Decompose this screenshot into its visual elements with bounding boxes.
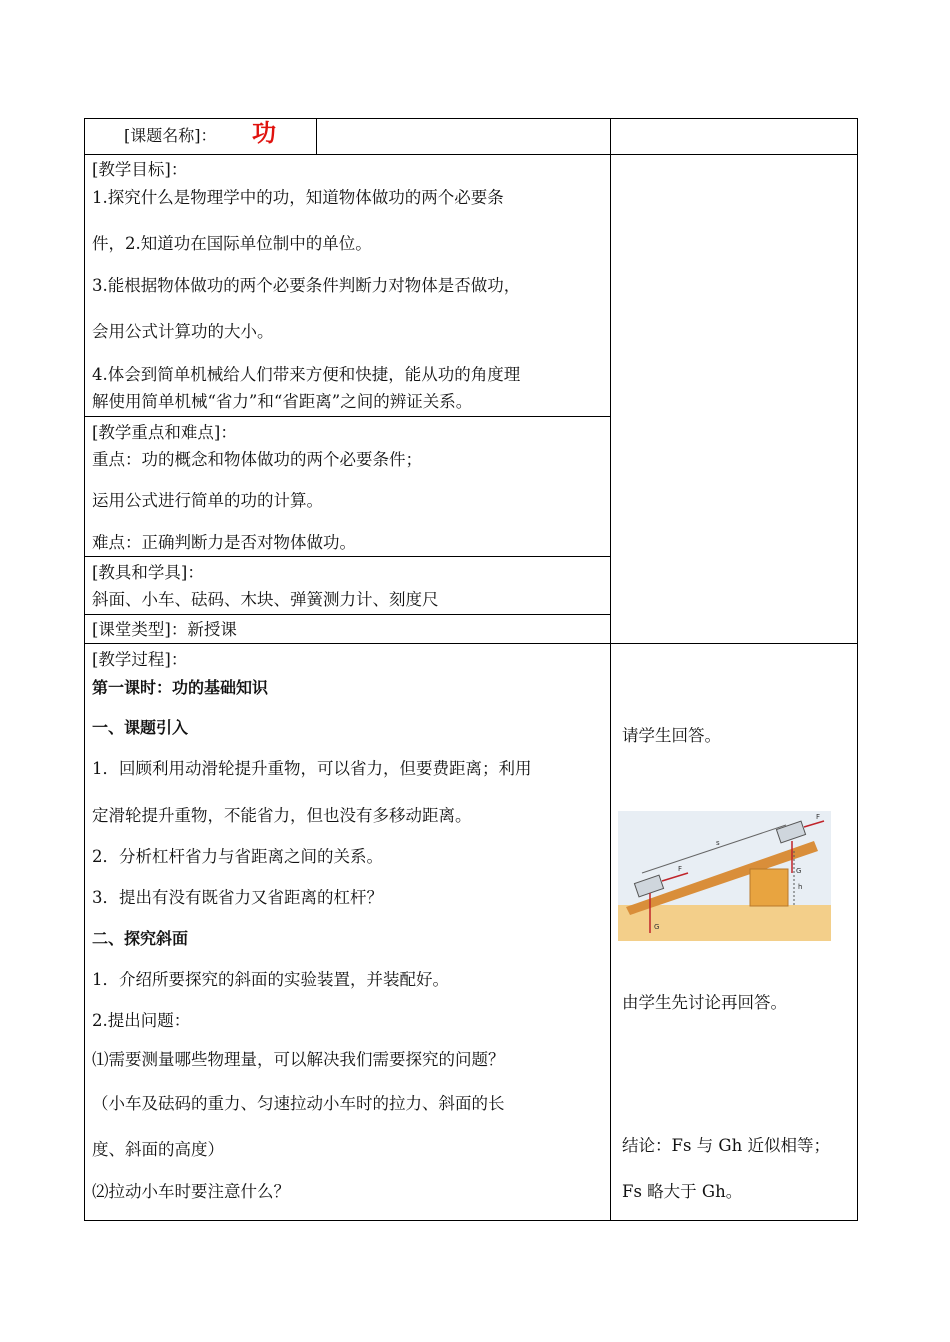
section2-line: （小车及砝码的重力、匀速拉动小车时的拉力、斜面的长 [92,1094,505,1113]
label-G-upper: G [796,867,802,875]
keypoints-heading: [教学重点和难点]： [92,423,237,442]
section1-line: 1．回顾利用动滑轮提升重物，可以省力，但要费距离；利用 [92,759,532,778]
objectives-line: 3.能根据物体做功的两个必要条件判断力对物体是否做功， [92,276,521,295]
label-F-upper: F [816,813,821,821]
row-line-keypoints [84,556,611,557]
section2-line: 1．介绍所要探究的斜面的实验装置，并装配好。 [92,970,449,989]
section1-line: 3．提出有没有既省力又省距离的杠杆？ [92,888,383,907]
session-title: 第一课时：功的基础知识 [92,678,269,697]
process-heading: [教学过程]： [92,650,188,669]
tools-heading: [教具和学具]： [92,563,204,582]
border-top [84,118,858,119]
side-note: Fs 略大于 Gh。 [622,1182,743,1201]
column-divider [610,118,611,1221]
keypoints-line: 重点：功的概念和物体做功的两个必要条件； [92,450,422,469]
label-h: h [798,883,803,891]
title-value: 功 [252,119,276,147]
section1-title: 一、课题引入 [92,718,189,737]
objectives-line: 件，2.知道功在国际单位制中的单位。 [92,234,372,253]
lesson-type: [课堂类型]：新授课 [92,620,237,639]
objectives-line: 1.探究什么是物理学中的功，知道物体做功的两个必要条 [92,188,504,207]
objectives-line: 4.体会到简单机械给人们带来方便和快捷，能从功的角度理 [92,365,521,384]
label-s: s [716,839,720,847]
section2-line: 度、斜面的高度） [92,1140,224,1159]
row-line-header [84,154,858,155]
border-left [84,118,85,1221]
title-label: [课题名称]： [124,126,217,145]
section2-title: 二、探究斜面 [92,929,189,948]
side-note: 由学生先讨论再回答。 [622,993,787,1012]
section1-line: 定滑轮提升重物，不能省力，但也没有多移动距离。 [92,806,472,825]
section2-line: ⑵拉动小车时要注意什么？ [92,1182,290,1201]
tools-content: 斜面、小车、砝码、木块、弹簧测力计、刻度尺 [92,590,439,609]
objectives-heading: [教学目标]： [92,160,188,179]
label-G-lower: G [654,923,660,931]
objectives-line: 解使用简单机械“省力”和“省距离”之间的辨证关系。 [92,392,473,411]
wood-block [750,869,788,906]
section1-line: 2．分析杠杆省力与省距离之间的关系。 [92,847,383,866]
section2-line: 2.提出问题： [92,1011,191,1030]
row-line-tools [84,614,611,615]
objectives-line: 会用公式计算功的大小。 [92,322,274,341]
border-right [857,118,858,1221]
label-F-lower: F [678,865,683,873]
row-line-lessontype [84,643,858,644]
inclined-plane-figure [618,811,831,941]
keypoints-line: 难点：正确判断力是否对物体做功。 [92,533,356,552]
keypoints-line: 运用公式进行简单的功的计算。 [92,491,323,510]
border-bottom [84,1220,858,1221]
section2-line: ⑴需要测量哪些物理量，可以解决我们需要探究的问题？ [92,1050,505,1069]
side-note: 结论：Fs 与 Gh 近似相等； [622,1136,830,1155]
row-line-objectives [84,416,611,417]
side-note: 请学生回答。 [622,726,721,745]
header-divider [316,118,317,155]
